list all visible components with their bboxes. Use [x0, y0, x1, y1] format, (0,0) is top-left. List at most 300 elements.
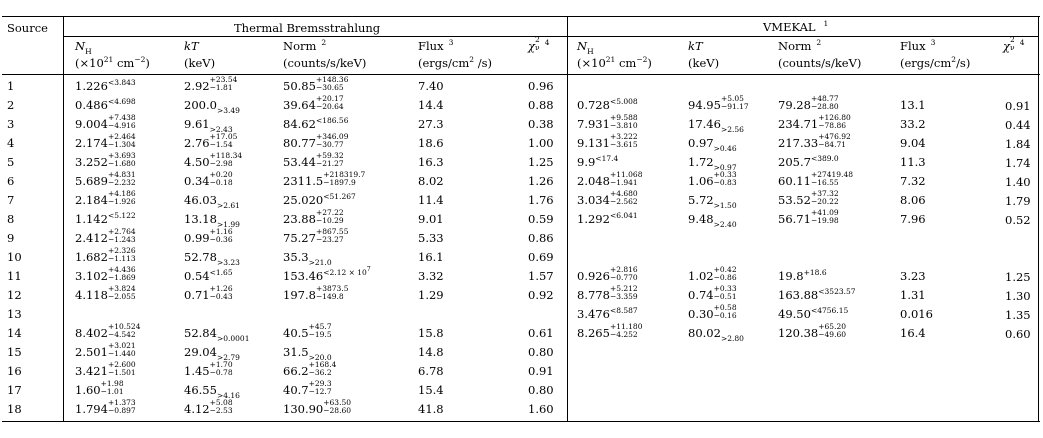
cell-value: 52.78: [184, 250, 217, 264]
cell-upper-limit: +18.6: [803, 268, 827, 277]
cell-error-up: +59.32: [315, 151, 344, 160]
cell-error-up: +23.54: [209, 75, 238, 84]
cell-value: 46.55: [184, 383, 217, 397]
cell-error-down: −1.680: [107, 159, 136, 168]
col-header-name: N: [577, 39, 588, 53]
col-header-name: χ: [528, 39, 535, 53]
cell-value: 50.85: [283, 79, 316, 93]
cell-upper-limit: <3.843: [107, 78, 136, 87]
brems-nh-cell: [75, 189, 136, 208]
cell-error-up: +0.33: [713, 284, 737, 293]
cell-error-up: +7.438: [107, 113, 136, 122]
vmekal-flux-cell: 33.2: [900, 117, 926, 131]
cell-value: 1.45: [184, 364, 210, 378]
cell-value: 0.54: [184, 269, 210, 283]
cell-value: 80.02: [688, 326, 721, 340]
source-id: 8: [7, 212, 15, 226]
brems-kt-cell: [184, 117, 233, 134]
cell-exponent: 7: [366, 266, 371, 273]
brems-nh-cell: [75, 170, 136, 189]
source-id: 16: [7, 364, 22, 378]
cell-error-stack: [107, 341, 136, 360]
cell-error-up: +27.22: [315, 208, 344, 217]
cell-error-down: >2.40: [713, 220, 737, 229]
brems-flux-cell: 9.01: [418, 212, 444, 226]
unit-tail: cm: [615, 56, 637, 70]
cell-value: 217.33: [778, 136, 819, 150]
brems-norm-cell: [283, 75, 349, 94]
vmekal-chi2-cell: 1.25: [1005, 270, 1031, 284]
col-header-unit: [577, 57, 652, 71]
cell-value: 1.292: [577, 212, 610, 226]
cell-error-down: >0.46: [713, 144, 737, 153]
cell-error-stack: [308, 350, 332, 362]
cell-error-up: +346.09: [315, 132, 349, 141]
cell-error-down: −4.916: [107, 121, 136, 130]
unit-end: ): [647, 56, 652, 70]
cell-error-stack: [315, 94, 344, 113]
cell-value: 0.99: [184, 231, 210, 245]
cell-error-down: >2.43: [209, 125, 233, 134]
cell-error-down: −1897.9: [323, 178, 356, 187]
cell-error-stack: [713, 170, 737, 189]
cell-error-stack: [609, 113, 638, 132]
brems-norm-cell: [283, 360, 337, 379]
col-header-unit: [778, 57, 861, 70]
vmekal-norm-cell: [778, 322, 847, 341]
cell-error-up: +3.222: [609, 132, 638, 141]
brems-kt-cell: [184, 398, 233, 417]
cell-error-up: +48.77: [810, 94, 839, 103]
cell-value: 153.46: [283, 269, 324, 283]
vmekal-flux-cell: 1.31: [900, 288, 926, 302]
cell-error-down: −4.252: [609, 330, 638, 339]
cell-error-down: −1.869: [107, 273, 136, 282]
cell-error-up: +37.32: [810, 189, 839, 198]
cell-error-up: +4.436: [107, 265, 136, 274]
brems-norm-cell: [283, 118, 348, 132]
vmekal-norm-cell: [778, 189, 839, 208]
col-header-name: Flux: [418, 39, 444, 53]
unit-tail: cm: [113, 56, 135, 70]
cell-upper-limit: <2.12 × 10: [323, 268, 367, 277]
cell-error-down: −20.64: [315, 102, 344, 111]
cell-error-down: −19.5: [308, 330, 332, 339]
vmekal-norm-cell: [778, 208, 839, 227]
cell-value: 79.28: [778, 98, 811, 112]
brems-chi2-cell: 0.61: [528, 326, 554, 340]
cell-upper-limit: <51.267: [323, 192, 356, 201]
cell-error-stack: [107, 398, 136, 417]
unit-text: (counts/s/keV): [778, 56, 862, 70]
brems-kt-cell: [184, 360, 233, 379]
cell-error-down: −84.71: [818, 140, 847, 149]
cell-error-stack: [107, 360, 136, 379]
vmekal-chi2-cell: 0.91: [1005, 99, 1031, 113]
brems-flux-cell: 16.3: [418, 155, 444, 169]
cell-value: 2.501: [75, 345, 108, 359]
col-header-unit: [418, 57, 492, 71]
cell-error-stack: [209, 122, 233, 134]
col-header-note: 2: [816, 38, 822, 47]
cell-error-stack: [216, 198, 240, 210]
brems-chi2-cell: 0.80: [528, 345, 554, 359]
cell-error-down: −36.2: [308, 368, 332, 377]
cell-value: 2.76: [184, 136, 210, 150]
cell-value: 1.02: [688, 269, 714, 283]
vmekal-kt-cell: [688, 193, 737, 210]
vmekal-kt-cell: [688, 170, 737, 189]
cell-error-stack: [609, 132, 638, 151]
source-id: 7: [7, 193, 15, 207]
cell-error-down: >0.97: [713, 163, 737, 172]
col-header-unit: [900, 57, 970, 71]
vmekal-chi2-cell: 1.30: [1005, 289, 1031, 303]
col-header-unit: [283, 57, 366, 70]
brems-flux-cell: 15.4: [418, 383, 444, 397]
cell-value: 8.265: [577, 326, 610, 340]
vmekal-nh-cell: [577, 322, 643, 341]
source-id: 10: [7, 250, 22, 264]
cell-error-up: +168.4: [308, 360, 337, 369]
cell-error-stack: [810, 94, 839, 113]
cell-error-down: >20.0: [308, 353, 332, 362]
vmekal-group-header: VMEKAL $^1$: [763, 19, 829, 34]
brems-nh-cell: [75, 379, 124, 398]
cell-value: 205.7: [778, 155, 811, 169]
cell-error-down: −0.83: [713, 178, 737, 187]
unit-sup: 2: [951, 55, 957, 64]
col-header-sup: 2: [1009, 35, 1015, 44]
cell-error-stack: [609, 265, 638, 284]
brems-kt-cell: [184, 212, 240, 229]
unit-sup: 2: [469, 55, 475, 64]
brems-flux-cell: 16.1: [418, 250, 444, 264]
cell-error-stack: [209, 360, 233, 379]
vmekal-col-header-4: [1003, 35, 1025, 54]
col-header-sup: 2: [534, 35, 540, 44]
cell-error-stack: [810, 189, 839, 208]
cell-value: 0.97: [688, 136, 714, 150]
brems-norm-cell: [283, 284, 349, 303]
brems-kt-cell: [184, 250, 240, 267]
cell-value: 163.88: [778, 288, 819, 302]
cell-value: 80.77: [283, 136, 316, 150]
cell-error-down: −10.29: [315, 216, 344, 225]
cell-error-stack: [315, 284, 349, 303]
cell-error-down: −30.77: [315, 140, 344, 149]
cell-value: 0.74: [688, 288, 714, 302]
col-header-name: kT: [688, 39, 703, 53]
cell-value: 130.90: [283, 402, 324, 416]
brems-norm-cell: [283, 194, 356, 208]
cell-error-down: −0.78: [209, 368, 233, 377]
vmekal-nh-cell: [577, 189, 638, 208]
source-id: 14: [7, 326, 22, 340]
cell-value: 17.46: [688, 117, 721, 131]
source-id: 13: [7, 307, 22, 321]
brems-chi2-cell: 1.26: [528, 174, 554, 188]
cell-error-stack: [107, 189, 136, 208]
cell-error-down: >1.99: [216, 220, 240, 229]
brems-col-header-4: [528, 35, 550, 54]
cell-error-stack: [323, 170, 366, 189]
col-divider-source: [63, 17, 64, 421]
cell-value: 234.71: [778, 117, 819, 131]
cell-error-up: +3873.5: [315, 284, 349, 293]
vmekal-col-header-2: [778, 40, 821, 54]
cell-error-down: −2.98: [209, 159, 233, 168]
cell-error-down: −1.941: [609, 178, 638, 187]
cell-error-down: >0.0001: [216, 334, 250, 343]
unit-end: /s): [956, 56, 971, 70]
col-header-supsub: [1009, 35, 1015, 54]
brems-chi2-cell: 0.59: [528, 212, 554, 226]
vmekal-flux-cell: 7.96: [900, 212, 926, 226]
cell-value: 53.52: [778, 193, 811, 207]
cell-error-stack: [609, 189, 638, 208]
vmekal-norm-cell: [778, 170, 854, 189]
cell-error-stack: [209, 132, 238, 151]
source-id: 4: [7, 136, 15, 150]
cell-error-up: +41.09: [810, 208, 839, 217]
vmekal-flux-cell: 13.1: [900, 98, 926, 112]
brems-flux-cell: 1.29: [418, 288, 444, 302]
brems-kt-cell: [184, 383, 240, 400]
brems-chi2-cell: 1.25: [528, 155, 554, 169]
vmekal-nh-cell: [577, 170, 643, 189]
vmekal-kt-cell: [688, 265, 737, 284]
unit-text: (ergs/cm: [418, 56, 470, 70]
cell-error-down: −3.359: [609, 292, 638, 301]
vmekal-norm-cell: [778, 113, 851, 132]
cell-error-down: −2.562: [609, 197, 638, 206]
brems-chi2-cell: 0.80: [528, 383, 554, 397]
cell-error-stack: [315, 132, 349, 151]
cell-error-down: −1.81: [209, 83, 233, 92]
cell-error-stack: [713, 141, 737, 153]
brems-norm-cell: [283, 208, 344, 227]
source-id: 3: [7, 117, 15, 131]
brems-norm-cell: [283, 322, 332, 341]
cell-error-stack: [713, 303, 737, 322]
brems-kt-cell: [184, 170, 233, 189]
brems-nh-cell: [75, 341, 136, 360]
cell-value: 25.020: [283, 193, 324, 207]
cell-upper-limit: <5.122: [107, 211, 136, 220]
vmekal-nh-cell: [577, 99, 638, 113]
cell-value: 4.118: [75, 288, 108, 302]
col-header-sub: H: [85, 47, 92, 56]
cell-error-stack: [107, 265, 136, 284]
cell-error-stack: [107, 151, 136, 170]
vmekal-col-header-1: [688, 40, 703, 53]
cell-value: 7.931: [577, 117, 610, 131]
cell-error-down: −30.65: [315, 83, 344, 92]
source-id: 6: [7, 174, 15, 188]
cell-error-down: −19.98: [810, 216, 839, 225]
brems-norm-cell: [283, 132, 349, 151]
vmekal-kt-cell: [688, 94, 749, 113]
cell-value: 35.3: [283, 250, 309, 264]
cell-value: 1.226: [75, 79, 108, 93]
cell-error-up: +20.17: [315, 94, 344, 103]
vmekal-col-header-0: [577, 40, 594, 54]
cell-value: 0.728: [577, 98, 610, 112]
vmekal-flux-cell: 0.016: [900, 307, 933, 321]
brems-nh-cell: [75, 284, 136, 303]
vmekal-norm-cell: [778, 270, 827, 284]
cell-error-stack: [308, 360, 337, 379]
cell-error-stack: [323, 398, 352, 417]
cell-error-down: −12.7: [308, 387, 332, 396]
cell-value: 31.5: [283, 345, 309, 359]
cell-error-up: +0.33: [713, 170, 737, 179]
cell-value: 1.60: [75, 383, 101, 397]
brems-kt-cell: [184, 75, 238, 94]
cell-error-up: +218319.7: [323, 170, 366, 179]
cell-upper-limit: <8.587: [609, 306, 638, 315]
cell-error-up: +1.70: [209, 360, 233, 369]
vmekal-nh-cell: [577, 308, 638, 322]
cell-error-stack: [107, 170, 136, 189]
source-id: 17: [7, 383, 22, 397]
col-header-note: 4: [1019, 38, 1025, 47]
brems-kt-cell: [184, 284, 233, 303]
vmekal-kt-cell: [688, 117, 744, 134]
brems-kt-cell: [184, 151, 243, 170]
cell-error-stack: [216, 103, 240, 115]
cell-error-down: >2.80: [720, 334, 744, 343]
cell-error-down: −0.897: [107, 406, 136, 415]
cell-error-up: +1.373: [107, 398, 136, 407]
cell-value: 66.2: [283, 364, 309, 378]
unit-sup: 21: [103, 55, 114, 64]
cell-value: 94.95: [688, 98, 721, 112]
cell-value: 46.03: [184, 193, 217, 207]
brems-norm-cell: [283, 345, 332, 362]
cell-error-stack: [315, 227, 349, 246]
brems-flux-cell: 14.8: [418, 345, 444, 359]
cell-value: 2.412: [75, 231, 108, 245]
vmekal-kt-cell: [688, 155, 737, 172]
cell-value: 0.926: [577, 269, 610, 283]
cell-error-up: +0.20: [209, 170, 233, 179]
brems-norm-cell: [283, 250, 332, 267]
cell-error-up: +3.021: [107, 341, 136, 350]
cell-error-down: −78.86: [818, 121, 847, 130]
cell-error-down: −0.51: [713, 292, 737, 301]
brems-flux-cell: 15.8: [418, 326, 444, 340]
cell-value: 0.71: [184, 288, 210, 302]
cell-error-stack: [107, 227, 136, 246]
cell-error-down: −1.243: [107, 235, 136, 244]
cell-error-up: +148.36: [315, 75, 349, 84]
cell-error-up: +126.80: [818, 113, 851, 122]
cell-value: 2.184: [75, 193, 108, 207]
brems-norm-cell: [283, 398, 352, 417]
brems-kt-cell: [184, 132, 238, 151]
cell-error-stack: [216, 350, 240, 362]
brems-kt-cell: [184, 326, 250, 343]
unit-end: /s): [474, 56, 492, 70]
cell-upper-limit: <186.56: [315, 116, 349, 125]
brems-flux-cell: 6.78: [418, 364, 444, 378]
cell-upper-limit: <4756.15: [810, 306, 849, 315]
vmekal-flux-cell: 9.04: [900, 136, 926, 150]
vmekal-nh-cell: [577, 156, 618, 170]
unit-sup: 21: [605, 55, 616, 64]
cell-error-down: −28.80: [810, 102, 839, 111]
source-id: 1: [7, 79, 15, 93]
cell-value: 3.476: [577, 307, 610, 321]
vmekal-chi2-cell: 0.44: [1005, 118, 1031, 132]
cell-error-down: −2.53: [209, 406, 233, 415]
cell-error-down: >4.16: [216, 391, 240, 400]
vmekal-chi2-cell: 1.35: [1005, 308, 1031, 322]
brems-chi2-cell: 1.00: [528, 136, 554, 150]
cell-error-stack: [216, 217, 240, 229]
brems-nh-cell: [75, 227, 136, 246]
cell-value: 200.0: [184, 98, 217, 112]
cell-error-stack: [315, 75, 349, 94]
vmekal-kt-cell: [688, 326, 744, 343]
unit-text: (×10: [577, 56, 606, 70]
brems-chi2-cell: 1.60: [528, 402, 554, 416]
cell-error-stack: [209, 398, 233, 417]
vmekal-norm-cell: [778, 308, 848, 322]
cell-value: 4.12: [184, 402, 210, 416]
cell-error-stack: [216, 331, 250, 343]
cell-error-stack: [720, 122, 744, 134]
brems-norm-cell: [283, 266, 371, 285]
brems-nh-cell: [75, 398, 136, 417]
brems-col-header-0: [75, 40, 92, 54]
cell-value: 2.174: [75, 136, 108, 150]
cell-error-up: +4.186: [107, 189, 136, 198]
cell-value: 40.5: [283, 326, 309, 340]
cell-error-up: +476.92: [818, 132, 851, 141]
brems-col-header-2: [283, 40, 326, 54]
cell-value: 0.34: [184, 174, 210, 188]
brems-norm-cell: [283, 227, 349, 246]
cell-error-up: +45.7: [308, 322, 332, 331]
vmekal-norm-cell: [778, 132, 851, 151]
cell-upper-limit: <1.65: [209, 268, 233, 277]
cell-value: 84.62: [283, 117, 316, 131]
vmekal-chi2-cell: 1.79: [1005, 194, 1031, 208]
cell-error-up: +867.55: [315, 227, 349, 236]
cell-error-up: +1.26: [209, 284, 233, 293]
cell-error-stack: [818, 322, 847, 341]
unit-end: ): [145, 56, 150, 70]
col-header-note: 4: [544, 38, 550, 47]
cell-error-up: +0.42: [713, 265, 737, 274]
cell-error-up: +2.600: [107, 360, 136, 369]
vmekal-chi2-cell: 0.52: [1005, 213, 1031, 227]
cell-value: 3.252: [75, 155, 108, 169]
brems-chi2-cell: 0.88: [528, 98, 554, 112]
brems-nh-cell: [75, 151, 136, 170]
cell-error-stack: [810, 208, 839, 227]
cell-error-down: >2.61: [216, 201, 240, 210]
cell-error-stack: [209, 227, 233, 246]
vmekal-flux-cell: 3.23: [900, 269, 926, 283]
cell-error-stack: [100, 379, 124, 398]
cell-error-stack: [107, 284, 136, 303]
bremsstrahlung-group-header: Thermal Bremsstrahlung: [234, 21, 381, 35]
cell-error-up: +2.326: [107, 246, 136, 255]
